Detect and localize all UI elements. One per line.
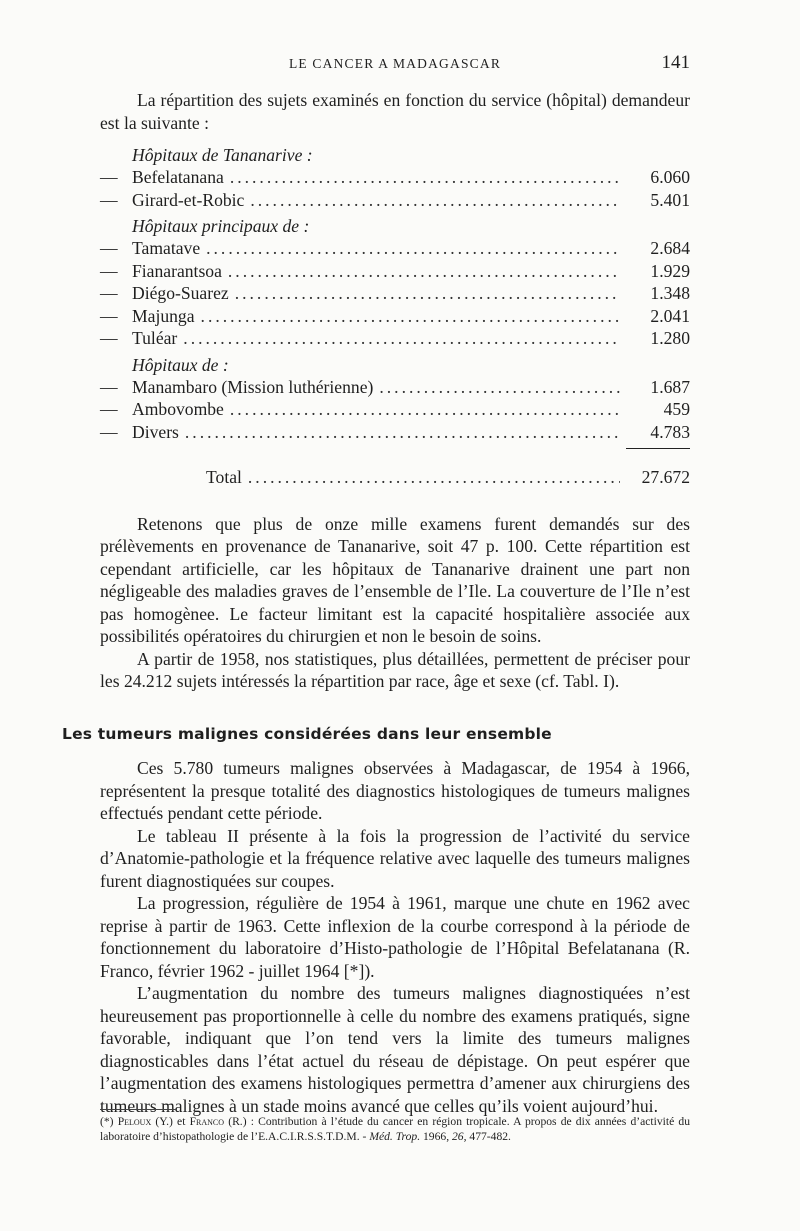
row-dash: — [100,376,118,397]
hospital-name: Girard-et-Robic [132,189,245,210]
footnote-volume: 26, [452,1130,467,1143]
hospital-name: Tamatave [132,238,201,258]
tumours-section [100,757,690,1117]
total-rule [626,448,690,449]
hospital-count: 1.280 [650,328,690,348]
body-paragraph: A partir de 1958, nos statistiques, plus détaillées, permettent de préciser pour les 24.212 sujets intéressés la répartition par race, âge et sexe (cf. Tabl. I). [100,648,690,691]
row-dash: — [100,167,118,187]
hospital-count: 2.684 [650,238,690,258]
row-dash: — [100,421,118,442]
hospital-row [100,376,690,399]
dot-leader [228,260,620,283]
hospital-count: 1.348 [650,283,690,303]
hospital-name: Majunga [132,305,195,326]
section-heading: Les tumeurs malignes considérées dans leur ensemble [62,724,552,743]
hospital-list [100,144,690,489]
hospital-count: 459 [663,399,690,419]
intro-paragraph: La répartition des sujets examinés en fonction du service (hôpital) demandeur est la suivante : [100,90,690,133]
row-dash: — [100,399,118,419]
hospital-name: Fianarantsoa [132,260,222,281]
body-paragraph: Retenons que plus de onze mille examens furent demandés sur des prélèvements en provenance de Tananarive, soit 47 p. 100. Cette répartition est cependant artificielle, car les hôpitaux de Tananarive drainent une part non négligeable des maladies graves de l’ensemble de l’Ile. La couverture de l’Ile n’est pas homogènee. Le facteur limitant est la capacité hospitalière associée aux possibilités opératoires du chirurgien et non le besoin de soins. [100,513,690,646]
dot-leader [379,376,620,399]
hospital-row [100,327,690,350]
footnote-author: Peloux [117,1115,152,1128]
row-dash: — [100,189,118,210]
analysis-section [100,513,690,693]
dot-leader [183,327,620,350]
hospital-name: Ambovombe [132,399,224,419]
group-heading: Hôpitaux principaux de : [132,216,310,236]
running-title: LE CANCER A MADAGASCAR [288,56,502,71]
footnote-initial: (Y.) et [155,1115,186,1128]
total-row [100,466,690,489]
hospital-row [100,237,690,260]
hospital-name: Diégo-Suarez [132,283,229,303]
hospital-count: 1.929 [650,260,690,281]
hospital-name: Divers [132,421,179,442]
hospital-count: 2.041 [650,305,690,326]
footnote-year: 1966, [423,1130,450,1143]
hospital-count: 4.783 [650,421,690,442]
page-header [100,52,690,74]
dot-leader [230,166,620,189]
dot-leader [230,398,620,421]
hospital-row [100,189,690,212]
row-dash: — [100,305,118,326]
body-paragraph: Le tableau II présente à la fois la progression de l’activité du service d’Anatomie-pathologie et la fréquence relative avec laquelle des tumeurs malignes furent diagnostiquées sur coupes. [100,825,690,891]
body-paragraph: La progression, régulière de 1954 à 1961, marque une chute en 1962 avec reprise à partir de 1963. Cette inflexion de la courbe correspond à la période de fonctionnement du laboratoire d’Histo-pathologie de l’Hôpital Befelatanana (R. Franco, février 1962 - juillet 1964 [*]). [100,893,690,981]
hospital-name: Tuléar [132,328,178,348]
dot-leader [250,189,620,212]
group-heading: Hôpitaux de : [132,354,229,375]
footnote-marker: (*) [100,1115,114,1128]
row-dash: — [100,328,118,348]
row-dash: — [100,238,118,258]
footnote-rule [100,1109,176,1110]
footnote-text: (R.) : Contribution à l’étude du cancer en région tropicale. A propos de dix années d’activité du laboratoire d’histopathologie de l’E.A.C.I.R.S.S.T.D.M. - [100,1115,690,1143]
hospital-count: 1.687 [650,376,690,397]
dot-leader [185,421,620,444]
page-number: 141 [661,52,690,73]
hospital-row [100,260,690,283]
hospital-count: 6.060 [650,167,690,187]
total-value: 27.672 [641,467,690,487]
hospital-name: Befelatanana [132,167,224,187]
hospital-row [100,421,690,444]
row-dash: — [100,260,118,281]
row-dash: — [100,283,118,303]
dot-leader [235,282,620,305]
footnote-author: Franco [189,1115,225,1128]
hospital-row [100,166,690,189]
dot-leader [248,466,620,489]
footnote-pages: 477-482. [469,1130,511,1143]
total-label: Total [206,467,242,487]
hospital-row [100,282,690,305]
footnote [100,1114,690,1144]
body-paragraph: Ces 5.780 tumeurs malignes observées à Madagascar, de 1954 à 1966, représentent la presque totalité des diagnostics histologiques de tumeurs malignes effectués pendant cette période. [100,758,690,823]
hospital-name: Manambaro (Mission luthérienne) [132,376,374,397]
hospital-count: 5.401 [650,189,690,210]
dot-leader [206,237,620,260]
group-heading: Hôpitaux de Tananarive : [132,145,313,165]
hospital-row [100,305,690,328]
footnote-journal: Méd. Trop. [369,1130,421,1143]
hospital-row [100,398,690,421]
page-body [62,89,690,1117]
body-paragraph: L’augmentation du nombre des tumeurs malignes diagnostiquées n’est heureusement pas proportionnelle à celle du nombre des examens pratiqués, signe favorable, indiquant que l’on tend vers la limite des tumeurs malignes diagnosticables dans l’état actuel du réseau de dépistage. On peut espérer que l’augmentation des examens histologiques permettra d’amener aux chirurgiens des tumeurs malignes à un stade moins avancé que celles qu’ils voient aujourd’hui. [100,983,690,1116]
dot-leader [201,305,620,328]
